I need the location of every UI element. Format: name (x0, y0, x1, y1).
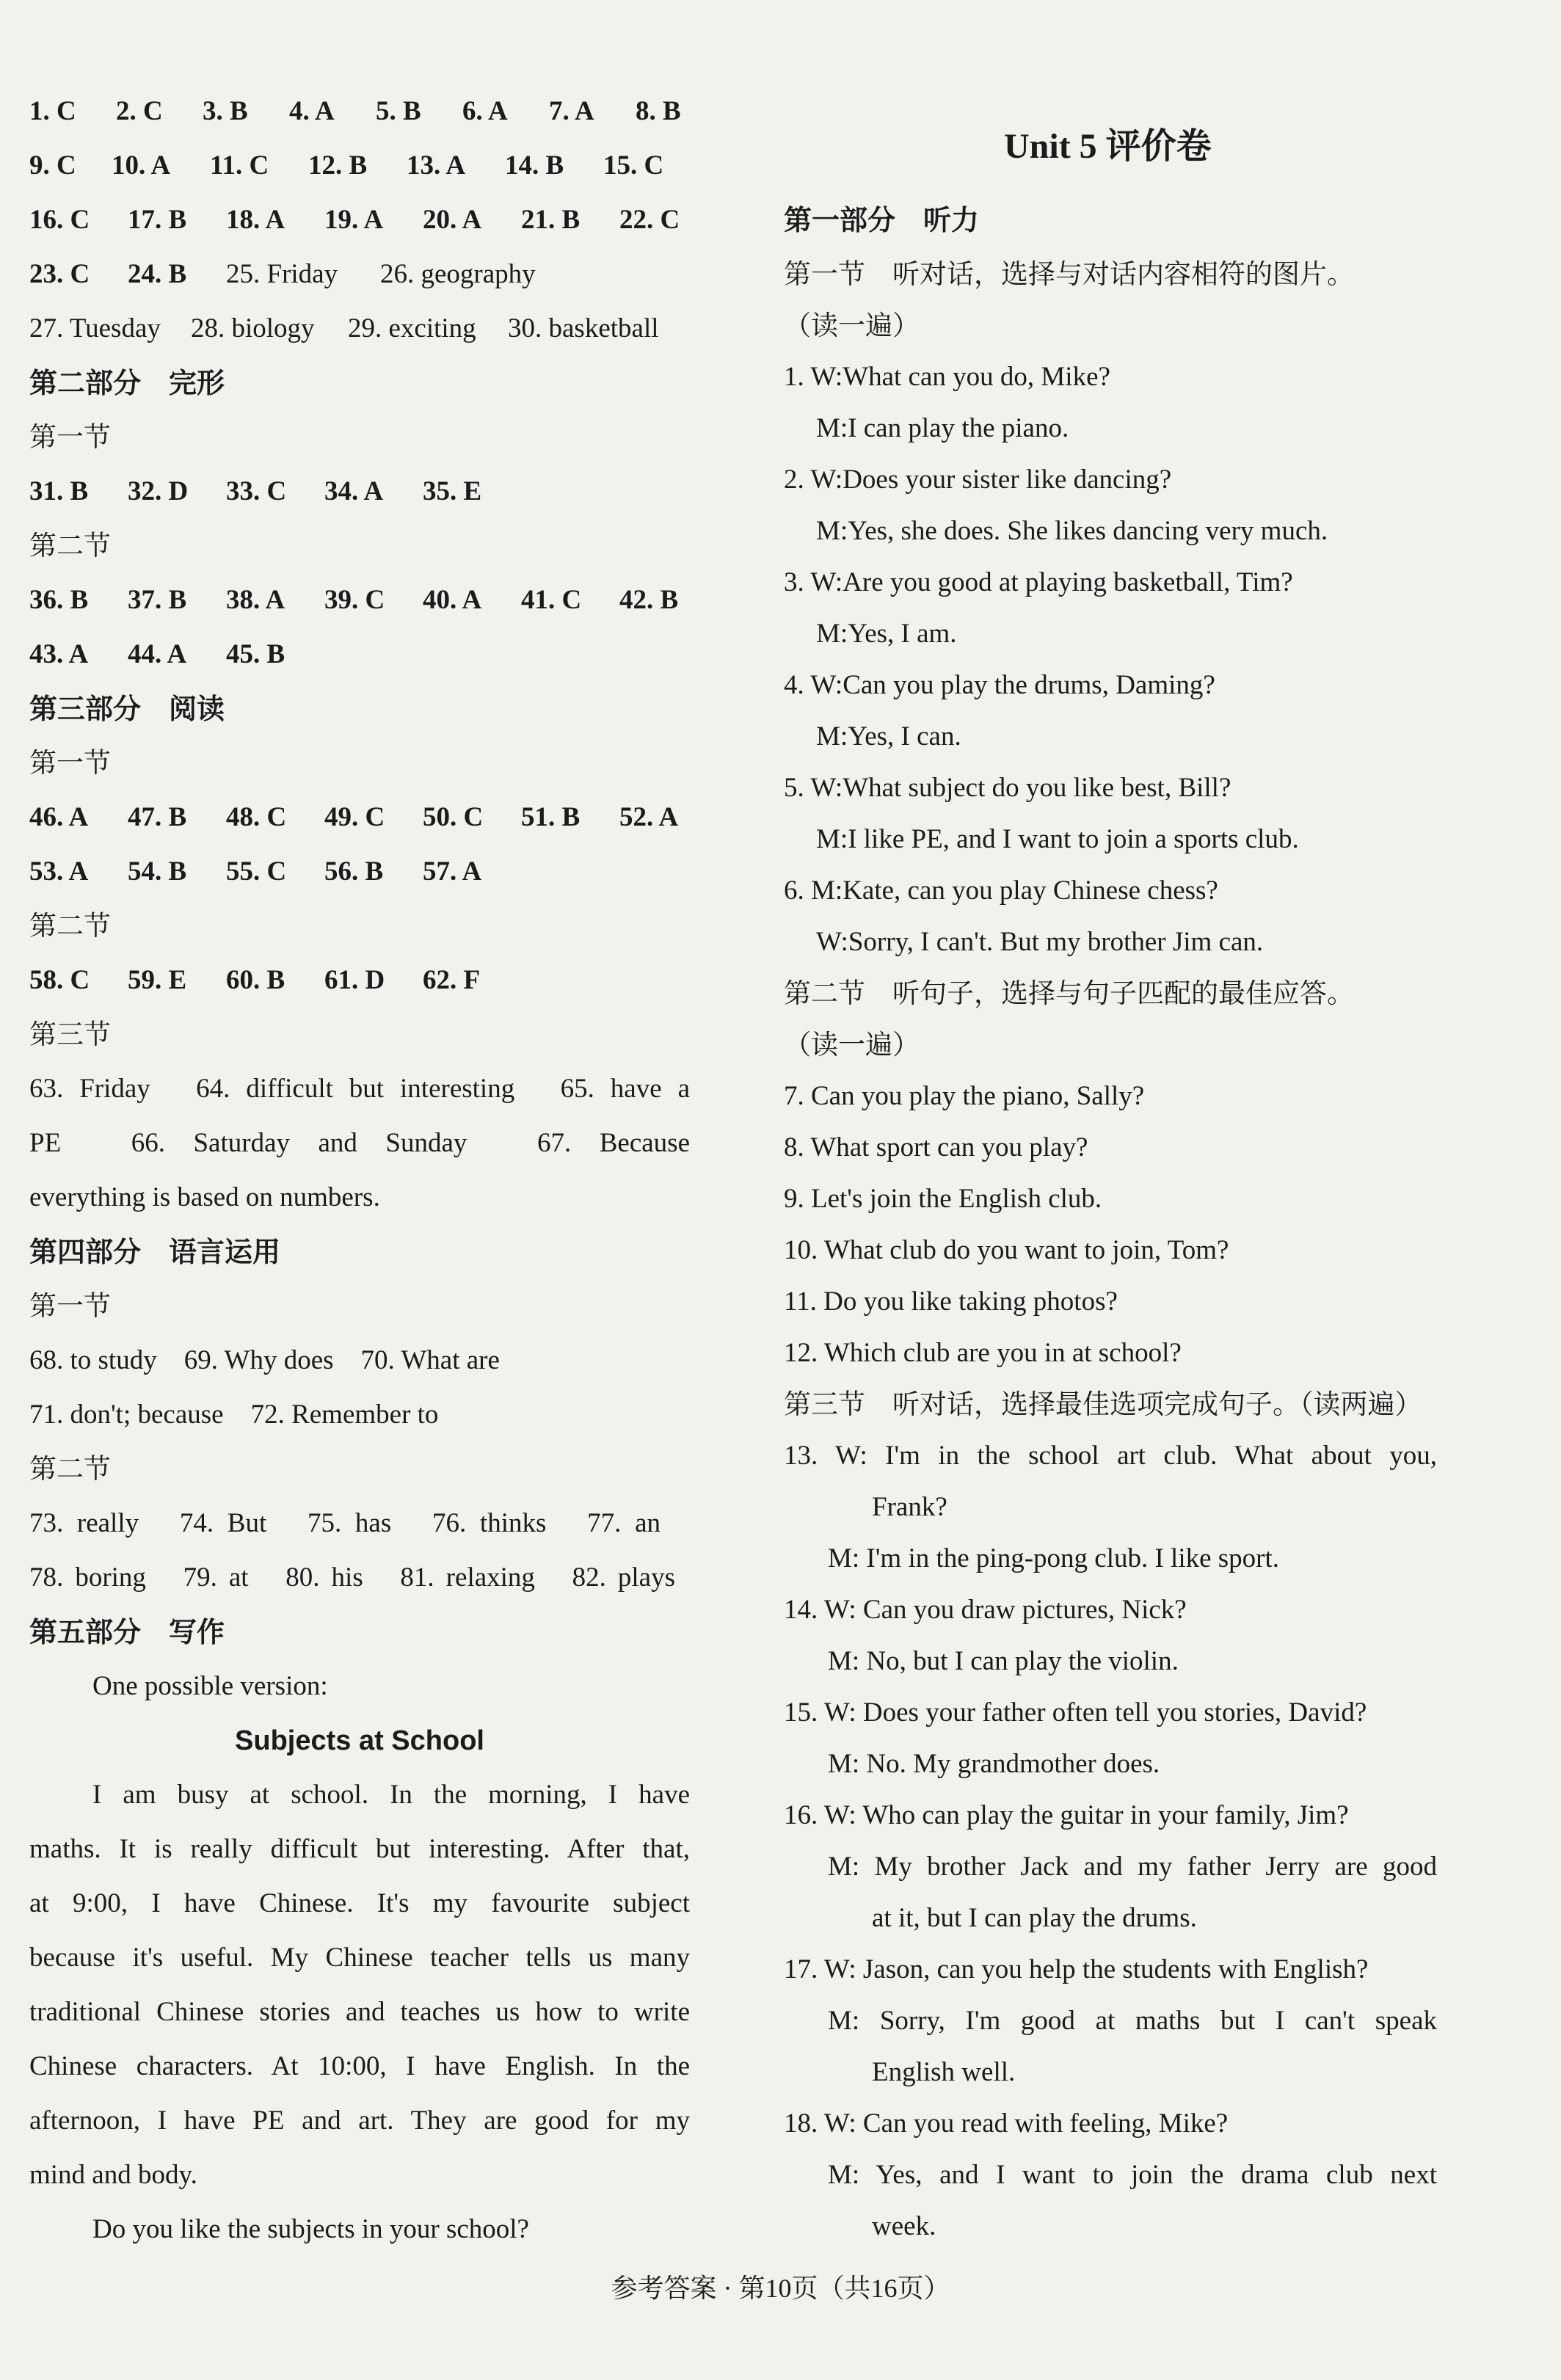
part3-text-3: everything is based on numbers. (29, 1182, 380, 1212)
essay-line-1: I am busy at school. In the morning, I have (92, 1780, 690, 1810)
answer: 50. C (423, 802, 484, 832)
answer: 47. B (128, 802, 187, 832)
dialog-17-b1: M: Sorry, I'm good at maths but I can't speak (828, 2006, 1437, 2036)
answer: 22. C (619, 205, 680, 235)
section1-line-2: （读一遍） (784, 310, 920, 341)
section3-line: 第三节 听对话，选择最佳选项完成句子。（读两遍） (784, 1389, 1422, 1420)
dialog-17-a: 17. W: Jason, can you help the students with English? (784, 1954, 1369, 1984)
answer: 36. B (29, 585, 89, 615)
part2-row3 (29, 637, 285, 672)
dialog-1-a (784, 360, 1110, 395)
answer: 12. B (308, 150, 368, 181)
answer: 21. B (521, 205, 581, 235)
section1-line-1: 第一节 听对话，选择与对话内容相符的图片。 (784, 258, 1354, 290)
answer: 51. B (521, 802, 581, 832)
dialog-6-a (784, 873, 1218, 909)
speaker: W: (816, 927, 848, 957)
dialog-3-b (816, 616, 957, 652)
speaker: M: (816, 516, 848, 546)
part4-text-2: 71. don't; because 72. Remember to (29, 1400, 439, 1430)
answer-row-2 (29, 148, 663, 183)
dialog-2-b (816, 514, 1328, 549)
item-number: 6. (784, 876, 804, 906)
dialog-14-b: M: No, but I can play the violin. (828, 1646, 1179, 1676)
part3-row2 (29, 854, 481, 889)
unit-title: Unit 5 评价卷 (1004, 127, 1212, 166)
answer: 49. C (324, 802, 385, 832)
speaker: M: (816, 721, 848, 752)
answer: 20. A (423, 205, 482, 235)
item-number: 2. (784, 465, 804, 495)
answer: 11. C (210, 150, 269, 181)
essay-line-6: Chinese characters. At 10:00, I have English. In the (29, 2051, 690, 2081)
answer: 27. Tuesday (29, 313, 161, 343)
essay-title: Subjects at School (235, 1725, 484, 1756)
answer: 48. C (226, 802, 287, 832)
dialog-4-b (816, 719, 961, 754)
item-number: 4. (784, 670, 804, 700)
dialog-14-a: 14. W: Can you draw pictures, Nick? (784, 1595, 1187, 1625)
answer-row-3 (29, 203, 680, 238)
answer: 25. Friday (226, 259, 338, 289)
dialog-5-b (816, 822, 1299, 857)
part4-section1: 第一节 (29, 1290, 111, 1322)
answer: 32. D (128, 476, 189, 506)
answer-row-4 (29, 257, 536, 292)
speaker: W: (810, 567, 843, 597)
answer: 54. B (128, 856, 187, 887)
answer: 57. A (423, 856, 482, 887)
answer: 28. biology (191, 313, 315, 343)
answer: 46. A (29, 802, 89, 832)
speaker: M: (816, 413, 848, 443)
part3-heading: 第三部分 阅读 (29, 693, 225, 725)
essay-line-3: at 9:00, I have Chinese. It's my favourite subject (29, 1888, 690, 1918)
page-footer: 参考答案 · 第10页（共16页） (611, 2274, 950, 2303)
dialog-13-b: M: I'm in the ping-pong club. I like sport. (828, 1543, 1280, 1573)
section2-line-1: 第二节 听句子，选择与句子匹配的最佳应答。 (784, 978, 1354, 1009)
answer: 61. D (324, 965, 385, 995)
answer: 35. E (423, 476, 482, 506)
sentence-10: 10. What club do you want to join, Tom? (784, 1235, 1229, 1265)
part4-heading: 第四部分 语言运用 (29, 1236, 281, 1268)
part3-row1 (29, 800, 678, 835)
part3-section3: 第三节 (29, 1019, 111, 1050)
answer: 31. B (29, 476, 89, 506)
answer: 17. B (128, 205, 187, 235)
dialog-3-a (784, 565, 1293, 600)
answer: 42. B (619, 585, 679, 615)
dialog-text: Sorry, I can't. But my brother Jim can. (848, 927, 1264, 957)
essay-line-2: maths. It is really difficult but interesting. After that, (29, 1834, 690, 1864)
speaker: M: (816, 619, 848, 649)
part4-text-1: 68. to study 69. Why does 70. What are (29, 1345, 500, 1375)
answer-row-5 (29, 311, 659, 346)
dialog-18-a: 18. W: Can you read with feeling, Mike? (784, 2108, 1229, 2139)
part3-text-1: 63. Friday 64. difficult but interesting 65. have a (29, 1074, 690, 1104)
dialog-text: I can play the piano. (848, 413, 1069, 443)
answer: 53. A (29, 856, 89, 887)
answer: 59. E (128, 965, 187, 995)
answer: 16. C (29, 205, 90, 235)
dialog-6-b (816, 925, 1263, 960)
dialog-text: What can you do, Mike? (843, 362, 1110, 392)
answer: 3. B (203, 96, 248, 126)
dialog-1-b (816, 411, 1069, 446)
answer: 58. C (29, 965, 90, 995)
dialog-text: Yes, I am. (848, 619, 957, 649)
answer: 23. C (29, 259, 90, 289)
sentence-12: 12. Which club are you in at school? (784, 1338, 1182, 1368)
dialog-15-b: M: No. My grandmother does. (828, 1749, 1160, 1779)
answer: 44. A (128, 639, 187, 669)
essay-closing: Do you like the subjects in your school? (92, 2214, 529, 2244)
answer: 37. B (128, 585, 187, 615)
answer: 29. exciting (348, 313, 476, 343)
speaker: W: (810, 670, 843, 700)
answer: 33. C (226, 476, 287, 506)
answer: 1. C (29, 96, 76, 126)
item-number: 3. (784, 567, 804, 597)
answer: 43. A (29, 639, 89, 669)
answer: 5. B (376, 96, 421, 126)
dialog-18-b2: week. (872, 2211, 936, 2241)
part4-text-4: 78. boring 79. at 80. his 81. relaxing 82. plays (29, 1562, 675, 1593)
answer: 26. geography (380, 259, 536, 289)
version-label: One possible version: (92, 1671, 328, 1701)
item-number: 5. (784, 773, 804, 803)
section2-line-2: （读一遍） (784, 1029, 920, 1060)
speaker: W: (810, 362, 843, 392)
sentence-11: 11. Do you like taking photos? (784, 1287, 1118, 1317)
dialog-17-b2: English well. (872, 2057, 1016, 2087)
answer: 10. A (112, 150, 171, 181)
sentence-9: 9. Let's join the English club. (784, 1184, 1102, 1214)
speaker: M: (811, 876, 843, 906)
answer: 8. B (636, 96, 681, 126)
dialog-5-a (784, 771, 1231, 806)
dialog-16-a: 16. W: Who can play the guitar in your family, Jim? (784, 1800, 1349, 1830)
dialog-text: Yes, I can. (848, 721, 961, 752)
dialog-text: I like PE, and I want to join a sports club. (848, 824, 1299, 854)
speaker: W: (810, 773, 843, 803)
answer: 60. B (226, 965, 285, 995)
dialog-13-a2: Frank? (872, 1492, 947, 1522)
part3-row3 (29, 963, 480, 998)
dialog-text: Does your sister like dancing? (843, 465, 1172, 495)
answer: 7. A (549, 96, 594, 126)
dialog-text: What subject do you like best, Bill? (843, 773, 1231, 803)
part4-text-3: 73. really 74. But 75. has 76. thinks 77. an (29, 1508, 661, 1538)
dialog-text: Kate, can you play Chinese chess? (843, 876, 1218, 906)
dialog-text: Are you good at playing basketball, Tim? (843, 567, 1293, 597)
answer: 56. B (324, 856, 384, 887)
answer: 30. basketball (508, 313, 659, 343)
dialog-16-b1: M: My brother Jack and my father Jerry are good (828, 1852, 1437, 1882)
answer: 45. B (226, 639, 285, 669)
sentence-8: 8. What sport can you play? (784, 1132, 1088, 1162)
item-number: 1. (784, 362, 804, 392)
answer: 14. B (505, 150, 564, 181)
answer: 6. A (462, 96, 508, 126)
essay-line-5: traditional Chinese stories and teaches us how to write (29, 1997, 690, 2027)
answer: 40. A (423, 585, 482, 615)
answer: 38. A (226, 585, 285, 615)
answer: 39. C (324, 585, 385, 615)
part3-section1: 第一节 (29, 747, 111, 779)
answer: 2. C (116, 96, 163, 126)
answer: 15. C (603, 150, 664, 181)
answer: 55. C (226, 856, 287, 887)
answer: 34. A (324, 476, 384, 506)
speaker: W: (810, 465, 843, 495)
answer: 19. A (324, 205, 384, 235)
part2-row2 (29, 583, 678, 618)
part4-section2: 第二节 (29, 1453, 111, 1485)
part3-section2: 第二节 (29, 910, 111, 942)
part2-section1: 第一节 (29, 421, 111, 453)
answer: 13. A (407, 150, 466, 181)
dialog-text: Yes, she does. She likes dancing very much. (848, 516, 1328, 546)
answer: 24. B (128, 259, 187, 289)
part2-section2: 第二节 (29, 530, 111, 561)
speaker: M: (816, 824, 848, 854)
essay-line-7: afternoon, I have PE and art. They are good for my (29, 2106, 690, 2136)
answer: 18. A (226, 205, 285, 235)
part1-heading: 第一部分 听力 (784, 204, 980, 236)
dialog-13-a1: 13. W: I'm in the school art club. What about you, (784, 1441, 1437, 1471)
dialog-text: Can you play the drums, Daming? (843, 670, 1215, 700)
part5-heading: 第五部分 写作 (29, 1616, 225, 1648)
dialog-16-b2: at it, but I can play the drums. (872, 1903, 1197, 1933)
essay-line-8: mind and body. (29, 2160, 197, 2190)
sentence-7: 7. Can you play the piano, Sally? (784, 1081, 1145, 1111)
dialog-2-a (784, 462, 1171, 498)
answer-row-1 (29, 94, 681, 129)
part2-row1 (29, 474, 481, 509)
answer: 62. F (423, 965, 481, 995)
dialog-18-b1: M: Yes, and I want to join the drama club next (828, 2160, 1437, 2190)
answer: 52. A (619, 802, 679, 832)
part2-heading: 第二部分 完形 (29, 367, 225, 399)
answer: 4. A (289, 96, 335, 126)
dialog-4-a (784, 668, 1215, 703)
essay-line-4: because it's useful. My Chinese teacher tells us many (29, 1943, 690, 1973)
part3-text-2: PE 66. Saturday and Sunday 67. Because (29, 1128, 690, 1158)
answer: 9. C (29, 150, 76, 181)
dialog-15-a: 15. W: Does your father often tell you stories, David? (784, 1697, 1367, 1728)
answer: 41. C (521, 585, 582, 615)
